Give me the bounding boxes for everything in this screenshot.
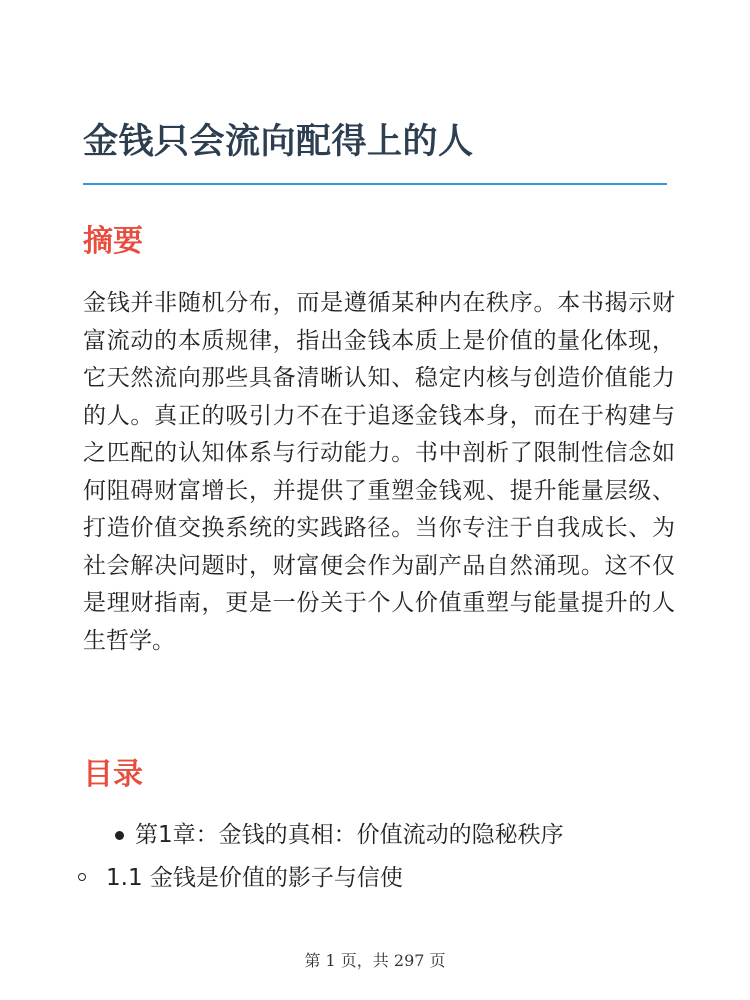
toc-section-1-1[interactable] — [78, 858, 403, 898]
table-of-contents — [83, 815, 683, 855]
bullet-dot-icon — [115, 831, 124, 840]
title-divider — [83, 183, 667, 185]
toc-chapter-1[interactable] — [83, 815, 683, 855]
page-number-footer: 第 1 页，共 297 页 — [304, 951, 446, 970]
toc-section-1-1-label: 1.1 金钱是价值的影子与信使 — [106, 865, 403, 891]
toc-chapter-1-label: 第1章：金钱的真相：价值流动的隐秘秩序 — [135, 822, 564, 848]
abstract-paragraph: 金钱并非随机分布，而是遵循某种内在秩序。本书揭示财富流动的本质规律，指出金钱本质上是价值的量化体现，它天然流向那些具备清晰认知、稳定内核与创造价值能力的人。真正的吸引力不在于追逐金钱本身，而在于构建与之匹配的认知体系与行动能力。书中剖析了限制性信念如何阻碍财富增长，并提供了重塑金钱观、提升能量层级、打造价值交换系统的实践路径。当你专注于自我成长、为社会解决问题时，财富便会作为副产品自然涌现。这不仅是理财指南，更是一份关于个人价值重塑与能量提升的人生哲学。 — [83, 290, 675, 654]
document-title: 金钱只会流向配得上的人 — [83, 122, 474, 162]
bullet-circle-icon — [78, 873, 86, 881]
toc-heading: 目录 — [83, 757, 143, 792]
abstract-heading: 摘要 — [83, 224, 143, 259]
